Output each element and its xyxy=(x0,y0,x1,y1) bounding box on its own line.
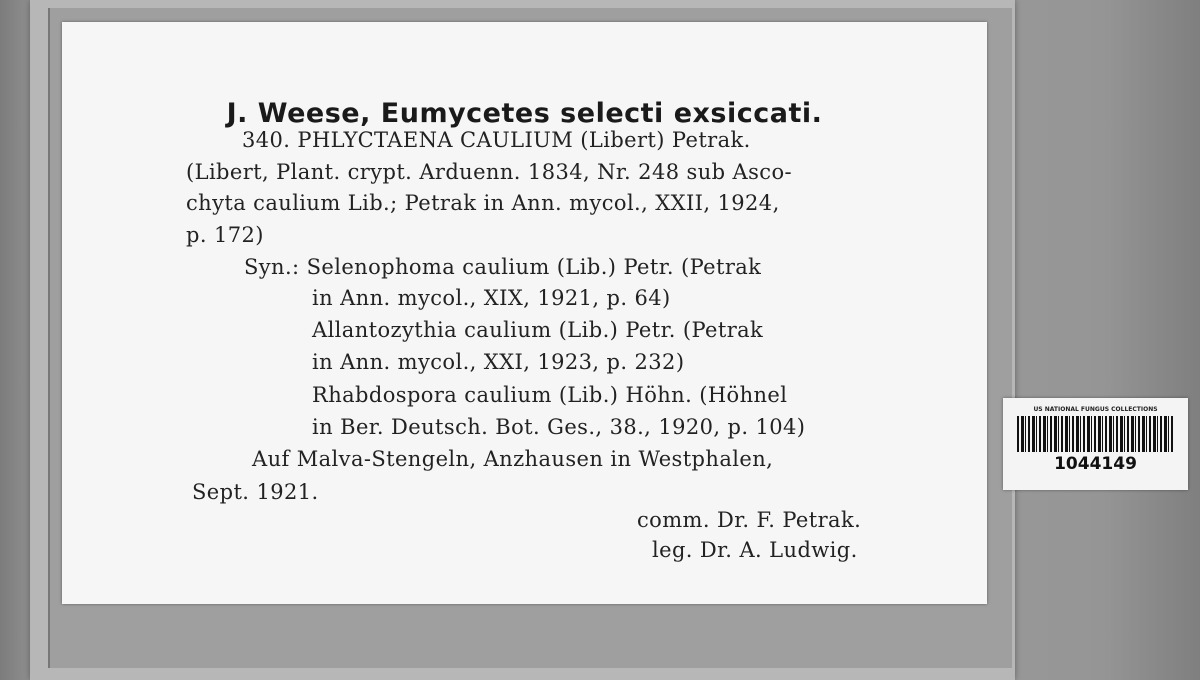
barcode-card xyxy=(1003,398,1188,490)
label-line: in Ann. mycol., XXI, 1923, p. 232) xyxy=(312,350,685,374)
label-line: p. 172) xyxy=(186,223,264,247)
label-line: comm. Dr. F. Petrak. xyxy=(637,508,862,532)
label-line: (Libert, Plant. crypt. Arduenn. 1834, Nr. 248 sub Asco- xyxy=(186,160,793,184)
label-line: in Ann. mycol., XIX, 1921, p. 64) xyxy=(312,286,671,310)
label-line: Auf Malva-Stengeln, Anzhausen in Westphalen, xyxy=(252,447,774,471)
barcode-icon xyxy=(1017,416,1175,452)
barcode-header: US NATIONAL FUNGUS COLLECTIONS xyxy=(1033,406,1158,413)
label-line: Sept. 1921. xyxy=(192,480,319,504)
label-line: leg. Dr. A. Ludwig. xyxy=(652,538,858,562)
label-title: J. Weese, Eumycetes selecti exsiccati. xyxy=(226,98,823,129)
label-line: in Ber. Deutsch. Bot. Ges., 38., 1920, p. 104) xyxy=(312,415,806,439)
barcode-number: 1044149 xyxy=(1054,454,1137,474)
label-line: Syn.: Selenophoma caulium (Lib.) Petr. (Petrak xyxy=(244,255,762,279)
label-line: 340. PHLYCTAENA CAULIUM (Libert) Petrak. xyxy=(242,128,751,152)
specimen-label xyxy=(62,22,987,604)
label-line: Rhabdospora caulium (Lib.) Höhn. (Höhnel xyxy=(312,383,788,407)
label-line: chyta caulium Lib.; Petrak in Ann. mycol., XXII, 1924, xyxy=(186,191,780,215)
label-line: Allantozythia caulium (Lib.) Petr. (Petrak xyxy=(312,318,764,342)
